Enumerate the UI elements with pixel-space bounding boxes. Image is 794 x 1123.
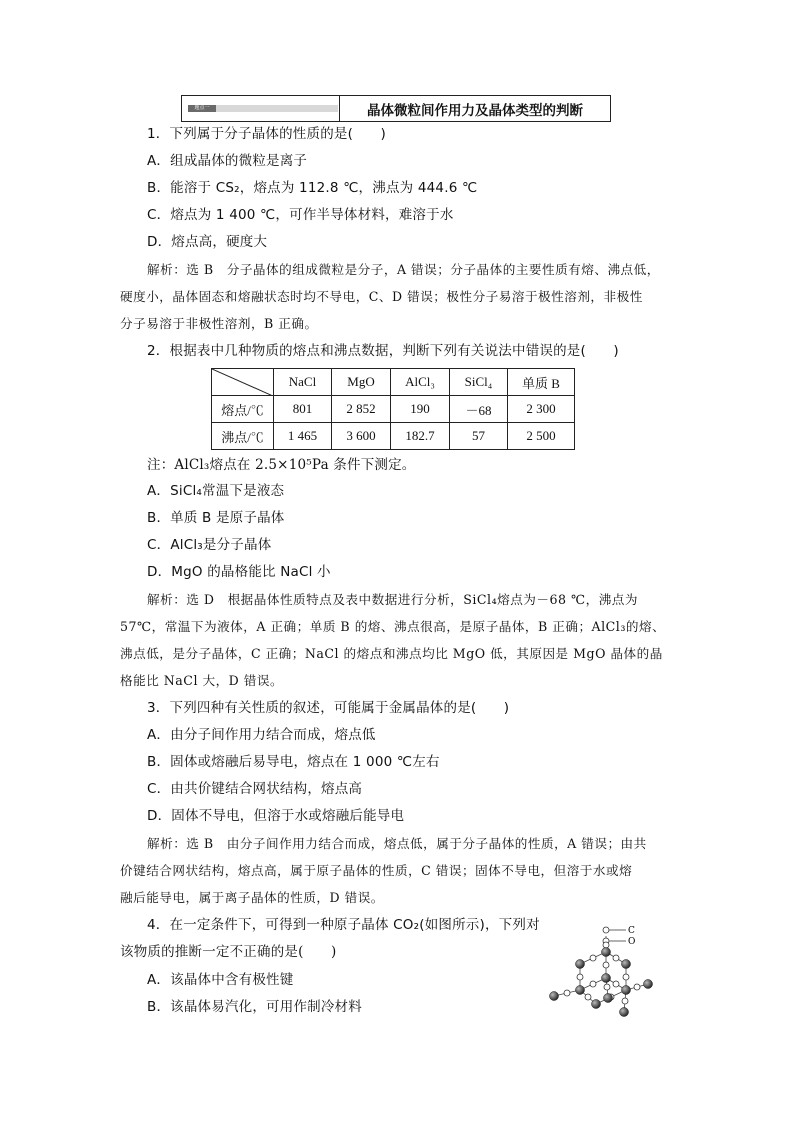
carbon-atom — [602, 974, 611, 983]
table-row — [212, 423, 575, 450]
table-cell: 2 500 — [508, 423, 575, 450]
table-column-header: AlCl₃ — [391, 369, 450, 396]
q3-analysis-line: 融后能导电，属于离子晶体的性质，D 错误。 — [120, 890, 384, 905]
carbon-atom — [602, 948, 611, 957]
q1-option-c: C．熔点为 1 400 ℃，可作半导体材料，难溶于水 — [147, 207, 454, 223]
q2-analysis-line: 57℃，常温下为液体，A 正确；单质 B 的熔、沸点很高，是原子晶体，B 正确；AlCl₃的熔、 — [120, 619, 666, 634]
q4-option-b: B．该晶体易汽化，可用作制冷材料 — [147, 999, 362, 1015]
carbon-atom — [620, 1008, 629, 1017]
q2-analysis-line: 沸点低，是分子晶体，C 正确；NaCl 的熔点和沸点均比 MgO 低，其原因是 MgO 晶体的晶 — [120, 646, 663, 661]
oxygen-atom — [622, 998, 628, 1004]
oxygen-atom — [603, 942, 609, 948]
q3-analysis-line: 解析：选 B 由分子间作用力结合而成，熔点低，属于分子晶体的性质，A 错误；由共 — [147, 836, 647, 851]
table-column-header: SiCl₄ — [450, 369, 508, 396]
table-cell: 57 — [450, 423, 508, 450]
q2-option-c: C．AlCl₃是分子晶体 — [147, 537, 272, 553]
q1-option-a: A．组成晶体的微粒是离子 — [147, 153, 308, 169]
table-corner-cell — [212, 369, 274, 396]
table-column-header: 单质 B — [508, 369, 575, 396]
carbon-atom — [576, 960, 585, 969]
q1-option-b: B．能溶于 CS₂，熔点为 112.8 ℃，沸点为 444.6 ℃ — [147, 180, 478, 196]
q2-analysis-line: 解析：选 D 根据晶体性质特点及表中数据进行分析，SiCl₄熔点为－68 ℃，沸点为 — [147, 592, 638, 607]
q3-stem: 3．下列四种有关性质的叙述，可能属于金属晶体的是( ) — [147, 700, 510, 716]
carbon-atom — [576, 986, 585, 995]
section-header — [181, 95, 611, 122]
oxygen-atom — [604, 984, 610, 990]
table-cell: 2 852 — [332, 396, 391, 423]
table-cell: 801 — [274, 396, 332, 423]
carbon-atom — [622, 960, 631, 969]
q1-analysis-line: 硬度小，晶体固态和熔融状态时均不导电，C、D 错误；极性分子易溶于极性溶剂，非极性 — [120, 289, 643, 304]
oxygen-atom — [613, 955, 619, 961]
table-row-label: 沸点/℃ — [212, 423, 274, 450]
q1-analysis-line: 分子易溶于非极性溶剂，B 正确。 — [120, 316, 318, 331]
carbon-atom — [622, 986, 631, 995]
diagonal-line — [212, 369, 273, 396]
table-row — [212, 396, 575, 423]
q3-option-a: A．由分子间作用力结合而成，熔点低 — [147, 727, 376, 743]
q3-option-b: B．固体或熔融后易导电，熔点在 1 000 ℃左右 — [147, 754, 440, 770]
table-cell: 3 600 — [332, 423, 391, 450]
table-row-label: 熔点/℃ — [212, 396, 274, 423]
oxygen-atom — [613, 981, 619, 987]
section-tag-bar — [188, 105, 338, 112]
q2-option-d: D．MgO 的晶格能比 NaCl 小 — [147, 564, 331, 580]
table-cell: 190 — [391, 396, 450, 423]
table-column-header: MgO — [332, 369, 391, 396]
oxygen-atom — [564, 990, 570, 996]
oxygen-atom — [577, 974, 583, 980]
q2-option-a: A．SiCl₄常温下是液态 — [147, 483, 285, 499]
q2-analysis-line: 格能比 NaCl 大，D 错误。 — [120, 673, 284, 688]
q1-option-d: D．熔点高，硬度大 — [147, 234, 268, 250]
q2-option-b: B．单质 B 是原子晶体 — [147, 510, 285, 526]
section-tag-label: 题点一 — [188, 105, 216, 112]
carbon-legend-label: C — [628, 926, 635, 936]
table-cell: 1 465 — [274, 423, 332, 450]
q4-stem-line1: 4．在一定条件下，可得到一种原子晶体 CO₂(如图所示)，下列对 — [147, 917, 540, 933]
section-tag — [182, 96, 340, 121]
carbon-atoms — [550, 948, 653, 1017]
oxygen-atom — [590, 981, 596, 987]
table-cell: 182.7 — [391, 423, 450, 450]
table-cell: 2 300 — [508, 396, 575, 423]
q2-stem: 2．根据表中几种物质的熔点和沸点数据，判断下列有关说法中错误的是( ) — [147, 343, 619, 359]
oxygen-atom — [585, 994, 591, 1000]
q1-stem: 1．下列属于分子晶体的性质的是( ) — [147, 126, 386, 142]
section-title: 晶体微粒间作用力及晶体类型的判断 — [367, 102, 583, 119]
q4-option-a: A．该晶体中含有极性键 — [147, 972, 294, 988]
table-column-header: NaCl — [274, 369, 332, 396]
q3-analysis-line: 价键结合网状结构，熔点高，属于原子晶体的性质，C 错误；固体不导电，但溶于水或熔 — [120, 863, 633, 878]
q2-note: 注：AlCl₃熔点在 2.5×10⁵Pa 条件下测定。 — [147, 457, 416, 473]
oxygen-atom — [603, 962, 609, 968]
q3-option-c: C．由共价键结合网状结构，熔点高 — [147, 781, 363, 797]
oxygen-atom — [623, 974, 629, 980]
table-header-row — [212, 369, 575, 396]
carbon-atom — [604, 994, 613, 1003]
carbon-atom — [592, 1000, 601, 1009]
co2-crystal-structure-figure — [548, 924, 663, 1019]
melting-boiling-table — [211, 368, 575, 450]
oxygen-legend-label: O — [628, 937, 636, 947]
carbon-atom — [550, 992, 559, 1001]
table-cell: －68 — [450, 396, 508, 423]
q1-analysis-line: 解析：选 B 分子晶体的组成微粒是分子，A 错误；分子晶体的主要性质有熔、沸点低， — [147, 262, 660, 277]
bond-lines — [554, 936, 648, 1012]
carbon-atom — [644, 980, 653, 989]
q3-option-d: D．固体不导电，但溶于水或熔融后能导电 — [147, 808, 405, 824]
oxygen-atom — [634, 984, 640, 990]
q4-stem-line2: 该物质的推断一定不正确的是( ) — [120, 944, 337, 960]
carbon-legend-atom — [603, 927, 609, 933]
oxygen-atom — [590, 955, 596, 961]
